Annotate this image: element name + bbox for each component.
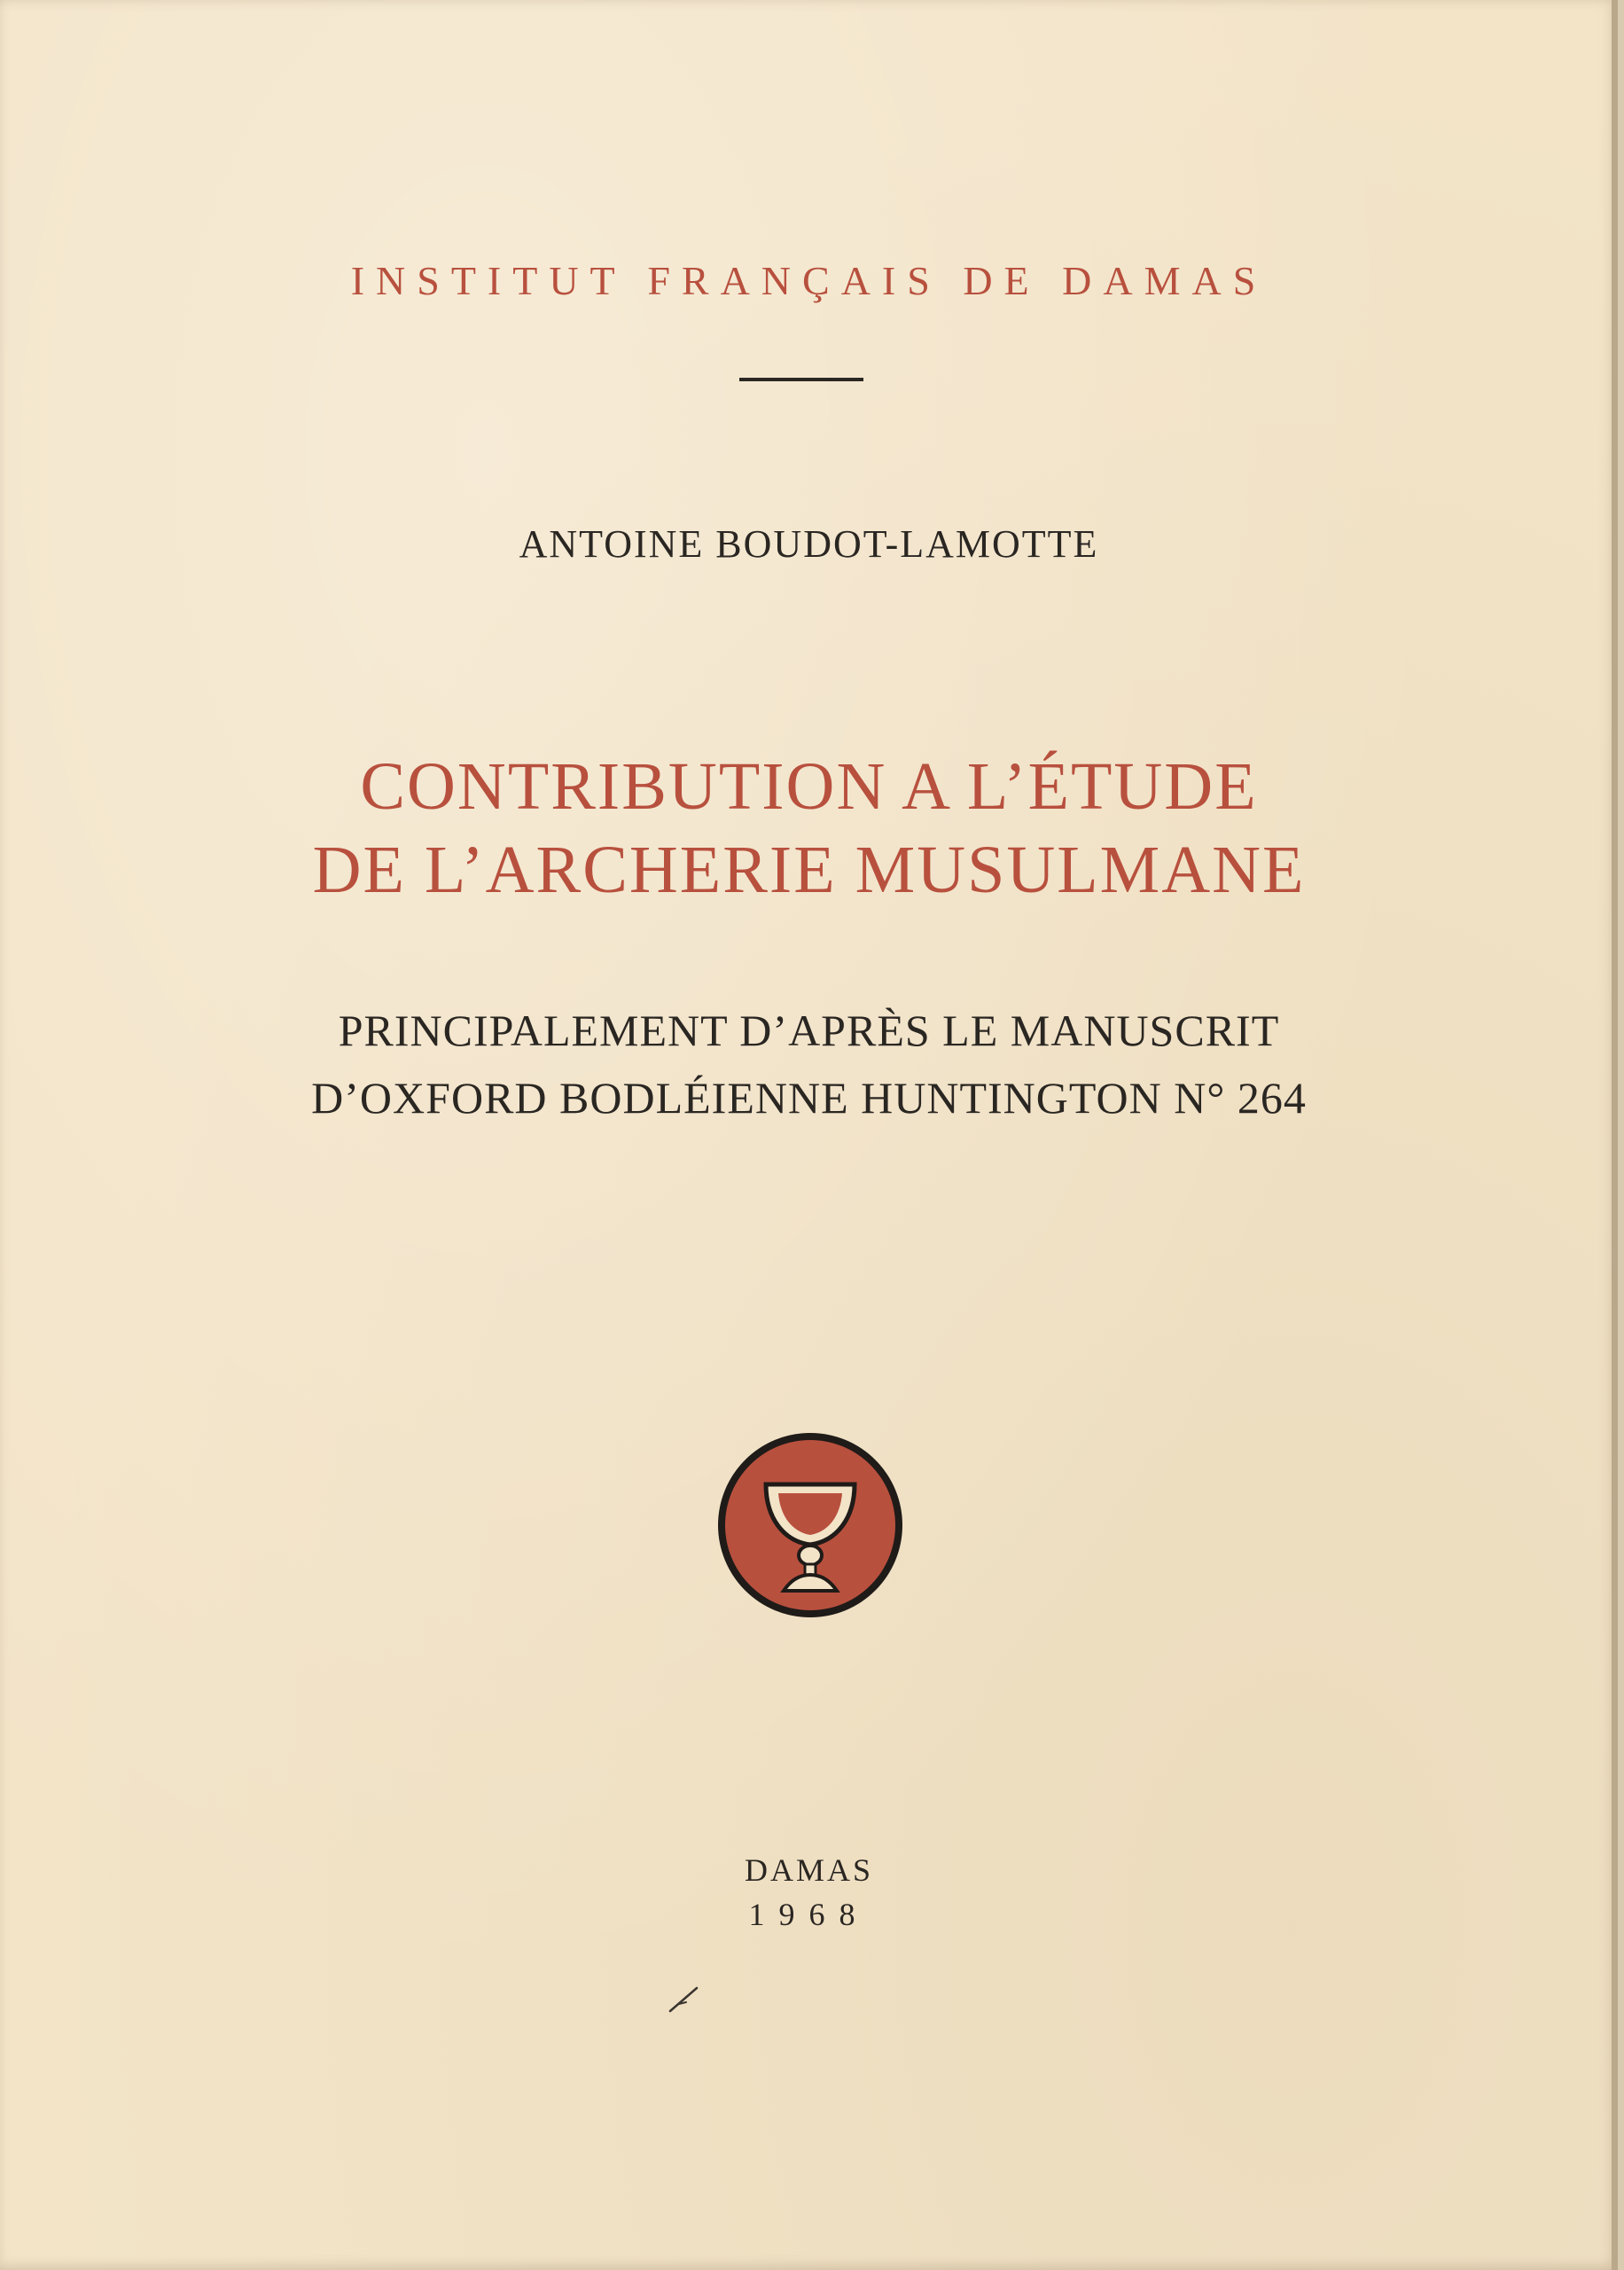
publication-place: DAMAS <box>744 1852 874 1888</box>
publication-year: 1968 <box>748 1897 870 1932</box>
book-title <box>0 745 1618 912</box>
author-name: ANTOINE BOUDOT-LAMOTTE <box>519 522 1099 566</box>
pencil-mark <box>667 1983 702 2015</box>
goblet-emblem-icon <box>714 1429 906 1621</box>
divider-rule <box>739 378 863 381</box>
title-line: CONTRIBUTION A L’ÉTUDE <box>360 749 1258 824</box>
subtitle-line: PRINCIPALEMENT D’APRÈS LE MANUSCRIT <box>338 1006 1280 1055</box>
book-subtitle <box>0 997 1618 1131</box>
subtitle-line: D’OXFORD BODLÉIENNE HUNTINGTON N° 264 <box>311 1073 1307 1123</box>
title-line: DE L’ARCHERIE MUSULMANE <box>312 833 1306 907</box>
publisher-name: INSTITUT FRANÇAIS DE DAMAS <box>350 258 1268 303</box>
